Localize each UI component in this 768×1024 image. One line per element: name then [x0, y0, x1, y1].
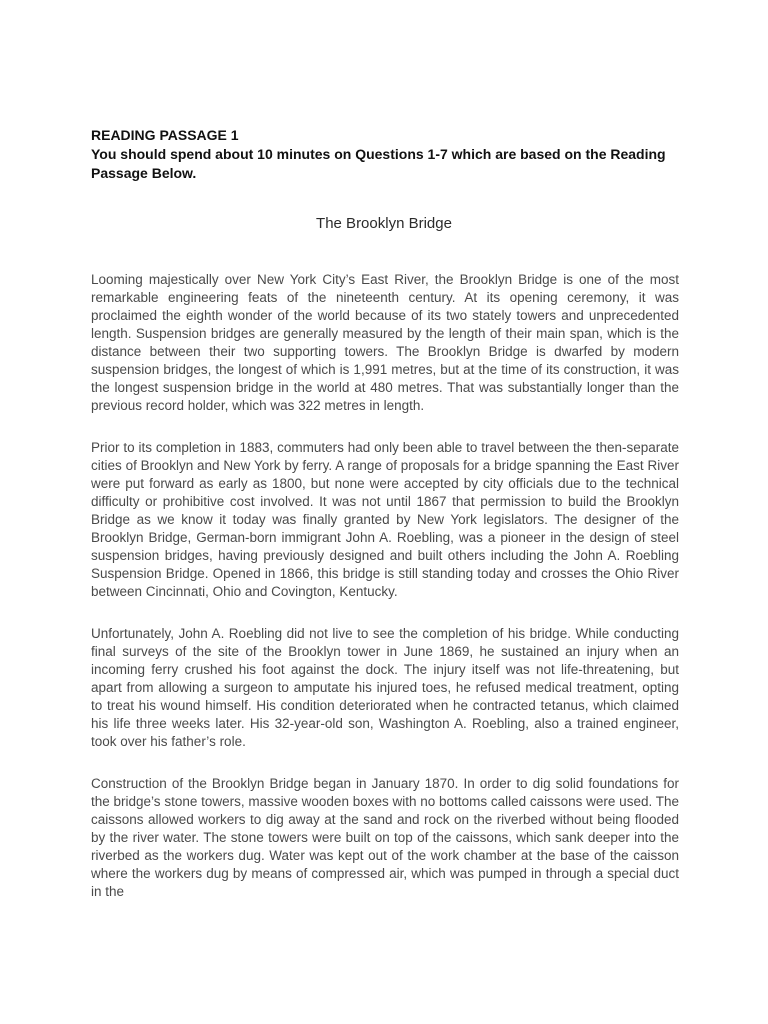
passage-instruction-text: You should spend about 10 minutes on Questions 1-7 which are based on the Reading Passage Below. — [91, 146, 666, 181]
paragraph-2: Prior to its completion in 1883, commuters had only been able to travel between the then-separate cities of Brooklyn and New York by ferry. A range of proposals for a bridge spanning the East River were put forward as early as 1800, but none were accepted by city officials due to the technical difficulty or prohibitive cost involved. It was not until 1867 that permission to build the Brooklyn Bridge as we know it today was finally granted by New York legislators. The designer of the Brooklyn Bridge, German-born immigrant John A. Roebling, was a pioneer in the design of steel suspension bridges, having previously designed and built others including the John A. Roebling Suspension Bridge. Opened in 1866, this bridge is still standing today and crosses the Ohio River between Cincinnati, Ohio and Covington, Kentucky. — [91, 440, 679, 599]
passage-body — [91, 271, 679, 925]
passage-instructions — [91, 126, 681, 183]
paragraph-1: Looming majestically over New York City’s East River, the Brooklyn Bridge is one of the most remarkable engineering feats of the nineteenth century. At its opening ceremony, it was proclaimed the eighth wonder of the world because of its two stately towers and unprecedented length. Suspension bridges are generally measured by the length of their main span, which is the distance between their two supporting towers. The Brooklyn Bridge is dwarfed by modern suspension bridges, the longest of which is 1,991 metres, but at the time of its construction, it was the longest suspension bridge in the world at 480 metres. That was substantially longer than the previous record holder, which was 322 metres in length. — [91, 272, 679, 413]
passage-heading: READING PASSAGE 1 — [91, 127, 239, 143]
paragraph-3: Unfortunately, John A. Roebling did not live to see the completion of his bridge. While conducting final surveys of the site of the Brooklyn tower in June 1869, he sustained an injury when an incoming ferry crushed his foot against the dock. The injury itself was not life-threatening, but apart from allowing a surgeon to amputate his injured toes, he refused medical treatment, opting to treat his wound himself. His condition deteriorated when he contracted tetanus, which claimed his life three weeks later. His 32-year-old son, Washington A. Roebling, also a trained engineer, took over his father’s role. — [91, 626, 679, 749]
passage-title: The Brooklyn Bridge — [316, 215, 452, 232]
paragraph-4: Construction of the Brooklyn Bridge began in January 1870. In order to dig solid foundations for the bridge’s stone towers, massive wooden boxes with no bottoms called caissons were used. The caissons allowed workers to dig away at the sand and rock on the riverbed without being flooded by the river water. The stone towers were built on top of the caissons, which sank deeper into the riverbed as the workers dug. Water was kept out of the work chamber at the base of the caisson where the workers dug by means of compressed air, which was pumped in through a special duct in the — [91, 776, 679, 899]
